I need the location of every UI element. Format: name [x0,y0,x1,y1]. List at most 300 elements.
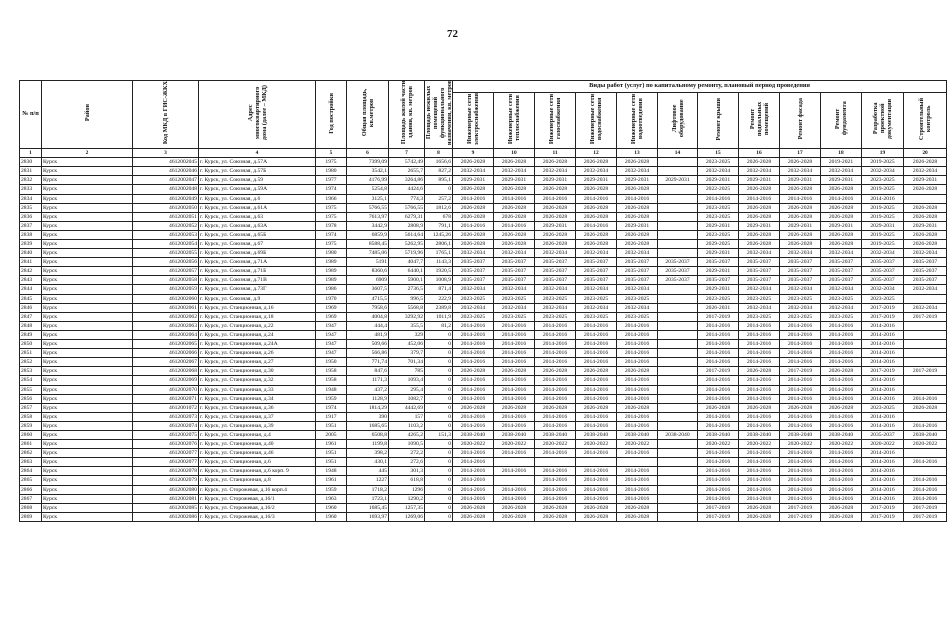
table-cell: 2838 [20,230,42,239]
table-cell: г. Курск, ул. Станционная, д.46 [199,449,316,458]
table-cell: 1951 [316,458,347,467]
table-cell: 445 [347,467,389,476]
table-cell: 2032-2034 [617,303,658,312]
table-cell [658,240,698,249]
column-number: 1 [20,149,42,158]
table-cell: 437,2 [347,385,389,394]
table-cell: 2014-2016 [494,221,535,230]
table-cell: 2014-2016 [862,449,904,458]
table-cell: 2843 [20,276,42,285]
table-cell [904,294,947,303]
table-cell: 1257,35 [389,503,425,512]
table-cell: 4612002063 [133,321,199,330]
column-number: 4 [199,149,316,158]
table-cell [658,303,698,312]
table-cell: г. Курск, ул. Союзная, д.61А [199,203,316,212]
table-cell: 0 [425,485,453,494]
table-cell: 4612002051 [133,212,199,221]
table-cell: 4612002081 [133,494,199,503]
table-cell [658,403,698,412]
table-cell: 2035-2037 [535,258,576,267]
table-cell: 1296 [389,485,425,494]
table-cell: 2032-2034 [453,303,494,312]
table-cell: 2026-2028 [904,403,947,412]
header-total-area: Общая площадь, кв.метров [347,81,389,149]
table-cell: 2014-2016 [698,358,739,367]
table-cell: 2867 [20,494,42,503]
table-cell: 1966 [316,194,347,203]
table-cell: Курск [42,312,133,321]
table-cell: 2023-2025 [739,294,780,303]
table-cell: 2032-2034 [576,285,617,294]
table-cell: 2022-2025 [698,185,739,194]
table-cell: 2868 [20,503,42,512]
table-cell: 2835 [20,203,42,212]
table-cell: 2029-2031 [739,176,780,185]
table-cell: 2858 [20,412,42,421]
table-cell: 2014-2016 [494,340,535,349]
table-cell: 2035-2037 [780,276,821,285]
table-cell: 1975 [316,212,347,221]
table-cell: 1199,8 [347,440,389,449]
table-cell: 0 [425,376,453,385]
table-cell: 2014-2016 [862,194,904,203]
table-cell: 2032-2034 [576,167,617,176]
table-cell: 2005 [316,430,347,439]
table-cell: 2026-2028 [535,185,576,194]
table-cell: 2847 [20,312,42,321]
table-cell: 1989 [316,258,347,267]
table-cell: 2026-2028 [453,512,494,521]
table-cell: Курск [42,203,133,212]
table-cell: 2035-2037 [739,276,780,285]
table-cell: 2026-2028 [617,503,658,512]
table-cell: г. Курск, ул. Сторожевая, д.16/2 [199,503,316,512]
table-cell: 2023-2025 [453,294,494,303]
header-address: Адрес многоквартирного дома (далее – МКД) [199,81,316,149]
table-cell: 827,2 [425,167,453,176]
table-cell: 2032-2034 [904,167,947,176]
table-cell: 2026-2028 [494,367,535,376]
table-cell: 2035-2037 [862,430,904,439]
table-cell: г. Курск, ул. Союзная, д.71В [199,276,316,285]
table-cell: 2026-2028 [780,185,821,194]
table-cell: 2035-2037 [453,258,494,267]
table-cell: 1685,65 [347,421,389,430]
table-cell: 4612002055 [133,249,199,258]
column-number: 20 [904,149,947,158]
table-cell: 329 [389,330,425,339]
table-cell: 1950 [316,358,347,367]
table-cell [658,158,698,167]
table-cell: 2014-2016 [904,421,947,430]
table-cell: 2014-2016 [698,330,739,339]
table-cell: 2017-2019 [862,503,904,512]
table-cell: 2038-2040 [617,430,658,439]
table-cell: 2014-2016 [576,376,617,385]
table-cell: 2026-2028 [780,230,821,239]
table-cell: 2026-2028 [821,185,862,194]
table-cell: 2026-2028 [535,403,576,412]
table-cell: 2014-2016 [739,194,780,203]
table-cell: 2014-2016 [780,485,821,494]
column-number: 8 [425,149,453,158]
table-cell: 2023-2025 [698,158,739,167]
table-cell: 2029-2031 [780,176,821,185]
table-cell: 2014-2016 [453,349,494,358]
table-row [20,303,947,312]
table-cell: 2038-2040 [658,430,698,439]
table-cell [658,458,698,467]
table-cell: 2035-2037 [904,276,947,285]
table-cell: 1951 [316,421,347,430]
table-cell: 1128,9 [347,394,389,403]
table-cell: 2019-2025 [862,185,904,194]
table-cell: 3442,9 [347,221,389,230]
table-cell: 2023-2025 [862,176,904,185]
table-cell: 2014-2016 [698,349,739,358]
table-cell: 4612002048 [133,185,199,194]
table-cell: 2035-2037 [780,258,821,267]
table-cell: 0 [425,458,453,467]
table-cell: 2014-2016 [494,358,535,367]
header-nonres-area: Площадь нежилых помещений функционального назначения, кв. метров [425,81,453,149]
table-cell: 2026-2028 [576,185,617,194]
table-row [20,421,947,430]
table-cell: 2026-2028 [617,403,658,412]
table-cell: 2026-2028 [904,203,947,212]
table-cell: 2029-2031 [904,221,947,230]
table-cell: 895,1 [425,176,453,185]
table-cell: 2014-2016 [821,349,862,358]
table-cell: 5766,55 [347,203,389,212]
table-cell: 2832 [20,176,42,185]
table-cell: 2026-2028 [739,212,780,221]
table-cell: 2038-2040 [780,430,821,439]
table-row [20,330,947,339]
table-cell: 2014-2016 [780,330,821,339]
table-cell: 2017-2019 [780,367,821,376]
table-cell: 2026-2028 [453,503,494,512]
table-cell: 771,74 [347,358,389,367]
table-cell: 2014-2016 [576,330,617,339]
table-cell: 2032-2034 [821,249,862,258]
table-cell: 2023-2025 [576,294,617,303]
table-cell: 2014-2016 [904,485,947,494]
table-cell: Курск [42,403,133,412]
table-cell: 2032-2034 [904,303,947,312]
table-cell: 5254,8 [347,185,389,194]
table-row [20,276,947,285]
table-cell: 2852 [20,358,42,367]
column-number: 11 [535,149,576,158]
table-row [20,176,947,185]
table-cell: 2026-2031 [698,303,739,312]
table-cell: 2806,1 [425,240,453,249]
table-cell: 2026-2028 [698,403,739,412]
table-cell: 2014-2016 [862,394,904,403]
table-cell: 0 [425,412,453,421]
table-cell: 3264,86 [389,176,425,185]
table-cell: 2014-2016 [535,449,576,458]
table-cell: 2023-2025 [494,312,535,321]
table-cell: 2014-2016 [576,467,617,476]
table-cell: 2023-2025 [535,312,576,321]
table-cell: 2014-2016 [576,221,617,230]
table-cell: 2014-2016 [453,321,494,330]
table-cell: 1656,6 [425,158,453,167]
table-cell: 2014-2016 [739,385,780,394]
table-cell: 2014-2016 [780,458,821,467]
table-cell: 2026-2028 [576,512,617,521]
table-cell: 2035-2037 [453,276,494,285]
table-cell: 6279,31 [389,212,425,221]
table-cell: 1963 [316,494,347,503]
table-cell: 4612001072 [133,403,199,412]
table-cell: 2026-2028 [453,185,494,194]
table-cell: 2026-2028 [780,212,821,221]
table-cell: 0 [425,467,453,476]
table-cell: 2014-2016 [862,476,904,485]
table-cell: 2014-2016 [821,194,862,203]
table-cell: Курск [42,485,133,494]
table-cell: 379,7 [389,349,425,358]
table-cell: 2032-2034 [862,249,904,258]
table-cell: 4612002076 [133,440,199,449]
table-cell: 2035-2037 [494,258,535,267]
table-cell [658,321,698,330]
table-cell: 2014-2016 [535,412,576,421]
table-cell: 2014-2016 [862,485,904,494]
table-cell: 2020-2022 [821,440,862,449]
table-cell: 2014-2016 [739,421,780,430]
table-cell: 0 [425,367,453,376]
column-number: 7 [389,149,425,158]
table-row [20,367,947,376]
table-cell: 2020-2022 [535,440,576,449]
table-cell: 2736,5 [389,285,425,294]
table-cell [658,503,698,512]
table-cell: 2014-2016 [904,458,947,467]
table-cell: 2014-2016 [494,330,535,339]
table-cell: 2830 [20,158,42,167]
table-cell: 2026-2028 [617,185,658,194]
table-cell [658,294,698,303]
table-cell: 2026-2028 [904,240,947,249]
table-row [20,294,947,303]
table-cell: 2020-2022 [576,440,617,449]
table-row [20,349,947,358]
table-cell: 430,1 [347,458,389,467]
table-cell: 481,9 [347,330,389,339]
table-cell: 2014-2016 [739,467,780,476]
table-cell: 2014-2016 [494,467,535,476]
table-cell: 2038-2040 [821,430,862,439]
table-cell: 2855 [20,385,42,394]
table-cell: 2862 [20,449,42,458]
table-cell: 4612002049 [133,194,199,203]
table-cell: 2032-2034 [494,285,535,294]
table-cell [904,358,947,367]
column-number: 5 [316,149,347,158]
table-cell: 2014-2016 [576,449,617,458]
table-cell: 2035-2037 [698,258,739,267]
table-cell: 2848 [20,321,42,330]
table-cell: 1948 [316,385,347,394]
table-cell: 2029-2031 [698,176,739,185]
table-cell: 2014-2016 [576,494,617,503]
table-cell: г. Курск, ул. Станционная, д.27 [199,358,316,367]
table-cell: 2014-2016 [821,421,862,430]
table-cell: 2014-2016 [494,421,535,430]
table-cell: 774,3 [389,194,425,203]
table-cell: 2014-2016 [780,321,821,330]
table-cell: 2014-2016 [780,358,821,367]
table-cell: 2014-2016 [535,467,576,476]
table-cell: г. Курск, ул. Станционная, д.6 корп. 9 [199,467,316,476]
table-row [20,449,947,458]
table-cell: Курск [42,385,133,394]
table-cell: 1959 [316,394,347,403]
table-cell: 618,8 [389,476,425,485]
table-cell: Курск [42,467,133,476]
table-cell: 791,1 [425,221,453,230]
table-row [20,321,947,330]
table-cell: 5900,1 [389,276,425,285]
table-row [20,194,947,203]
table-cell: 3542,1 [347,167,389,176]
table-cell: 6440,1 [389,267,425,276]
table-cell: 2014-2016 [780,412,821,421]
table-cell: 4612002054 [133,240,199,249]
table-cell: 5191 [347,258,389,267]
table-cell: г. Курск, ул. Союзная, д.69Б [199,249,316,258]
table-cell: 2014-2016 [535,349,576,358]
table-cell: 2014-2016 [617,340,658,349]
table-cell: 2026-2028 [494,185,535,194]
table-cell: 1960 [316,512,347,521]
table-cell: г. Курск, ул. Станционная, д.34 [199,394,316,403]
table-cell: 2035-2037 [617,267,658,276]
table-row [20,221,947,230]
table-cell: г. Курск, ул. Союзная, д.65Б [199,230,316,239]
table-cell: 2035-2037 [862,267,904,276]
table-cell: 2014-2016 [698,458,739,467]
table-cell: 2017-2019 [780,503,821,512]
table-cell: 1975 [316,203,347,212]
table-cell: 2014-2016 [535,194,576,203]
table-cell [494,476,535,485]
table-cell [904,340,947,349]
table-cell: 2014-2016 [617,376,658,385]
table-cell: 1814,29 [347,403,389,412]
table-cell: г. Курск, ул. Союзная, д.59А [199,185,316,194]
table-cell: 1978 [316,221,347,230]
table-cell: г. Курск, ул. Станционная, д.36 [199,403,316,412]
table-cell [658,476,698,485]
table-cell [617,458,658,467]
table-row [20,340,947,349]
table-cell: 4612002047 [133,176,199,185]
table-row [20,458,947,467]
column-number: 15 [698,149,739,158]
table-cell: 2020-2022 [698,440,739,449]
table-row [20,158,947,167]
table-cell: 2014-2016 [535,330,576,339]
table-cell: 2029-2031 [494,176,535,185]
table-cell: 1974 [316,230,347,239]
table-cell: 2026-2028 [535,212,576,221]
table-cell: 3125,1 [347,194,389,203]
column-number: 16 [739,149,780,158]
table-cell: 1958 [316,367,347,376]
table-cell: Курск [42,330,133,339]
table-cell: 1986 [316,285,347,294]
table-cell: 2026-2028 [739,512,780,521]
table-cell: 2029-2031 [821,176,862,185]
table-cell: 2023-2025 [821,312,862,321]
table-cell: 2026-2028 [617,212,658,221]
table-cell: 2029-2031 [904,176,947,185]
table-cell: 2032-2034 [739,249,780,258]
table-row [20,476,947,485]
table-cell: 0 [425,494,453,503]
table-row [20,285,947,294]
table-cell: 0 [425,394,453,403]
table-cell: 2026-2028 [617,230,658,239]
table-cell: Курск [42,303,133,312]
table-cell [658,367,698,376]
table-cell: 2035-2037 [535,276,576,285]
table-cell: 7613,97 [347,212,389,221]
table-cell: 2846 [20,303,42,312]
table-cell: 2014-2016 [535,376,576,385]
header-works-group: Виды работ (услуг) по капитальному ремонту, плановый период проведения [453,81,947,93]
table-cell: 1969 [316,303,347,312]
table-cell: 157 [389,412,425,421]
column-number: 17 [780,149,821,158]
table-cell: 8588,45 [347,240,389,249]
table-cell: 2026-2028 [535,503,576,512]
table-cell: 2014-2016 [576,340,617,349]
table-cell: 2014-2016 [739,340,780,349]
table-cell: 2014-2016 [576,485,617,494]
table-cell: Курск [42,258,133,267]
table-cell: 1143,3 [425,258,453,267]
table-cell: 2035-2037 [576,258,617,267]
table-cell: г. Курск, ул. Сторожевая, д.16 корп.4 [199,485,316,494]
table-cell: 4612002071 [133,394,199,403]
table-cell: 2026-2028 [535,230,576,239]
table-cell: 2029-2031 [535,221,576,230]
table-cell: 2014-2016 [698,194,739,203]
table-cell: Курск [42,212,133,221]
table-cell: 2014-2016 [535,485,576,494]
table-cell: 2038-2040 [576,430,617,439]
table-cell: Курск [42,221,133,230]
table-cell: 4047,7 [389,258,425,267]
table-cell: 2017-2019 [698,503,739,512]
table-cell: 2014-2016 [821,412,862,421]
table-cell: 2026-2028 [821,367,862,376]
table-cell: г. Курск, ул. Станционная, д.39 [199,421,316,430]
table-cell: 2032-2034 [453,167,494,176]
table-cell [658,421,698,430]
table-cell: 2038-2040 [698,430,739,439]
table-cell: Курск [42,421,133,430]
table-cell: Курск [42,194,133,203]
table-cell: 2032-2034 [617,167,658,176]
